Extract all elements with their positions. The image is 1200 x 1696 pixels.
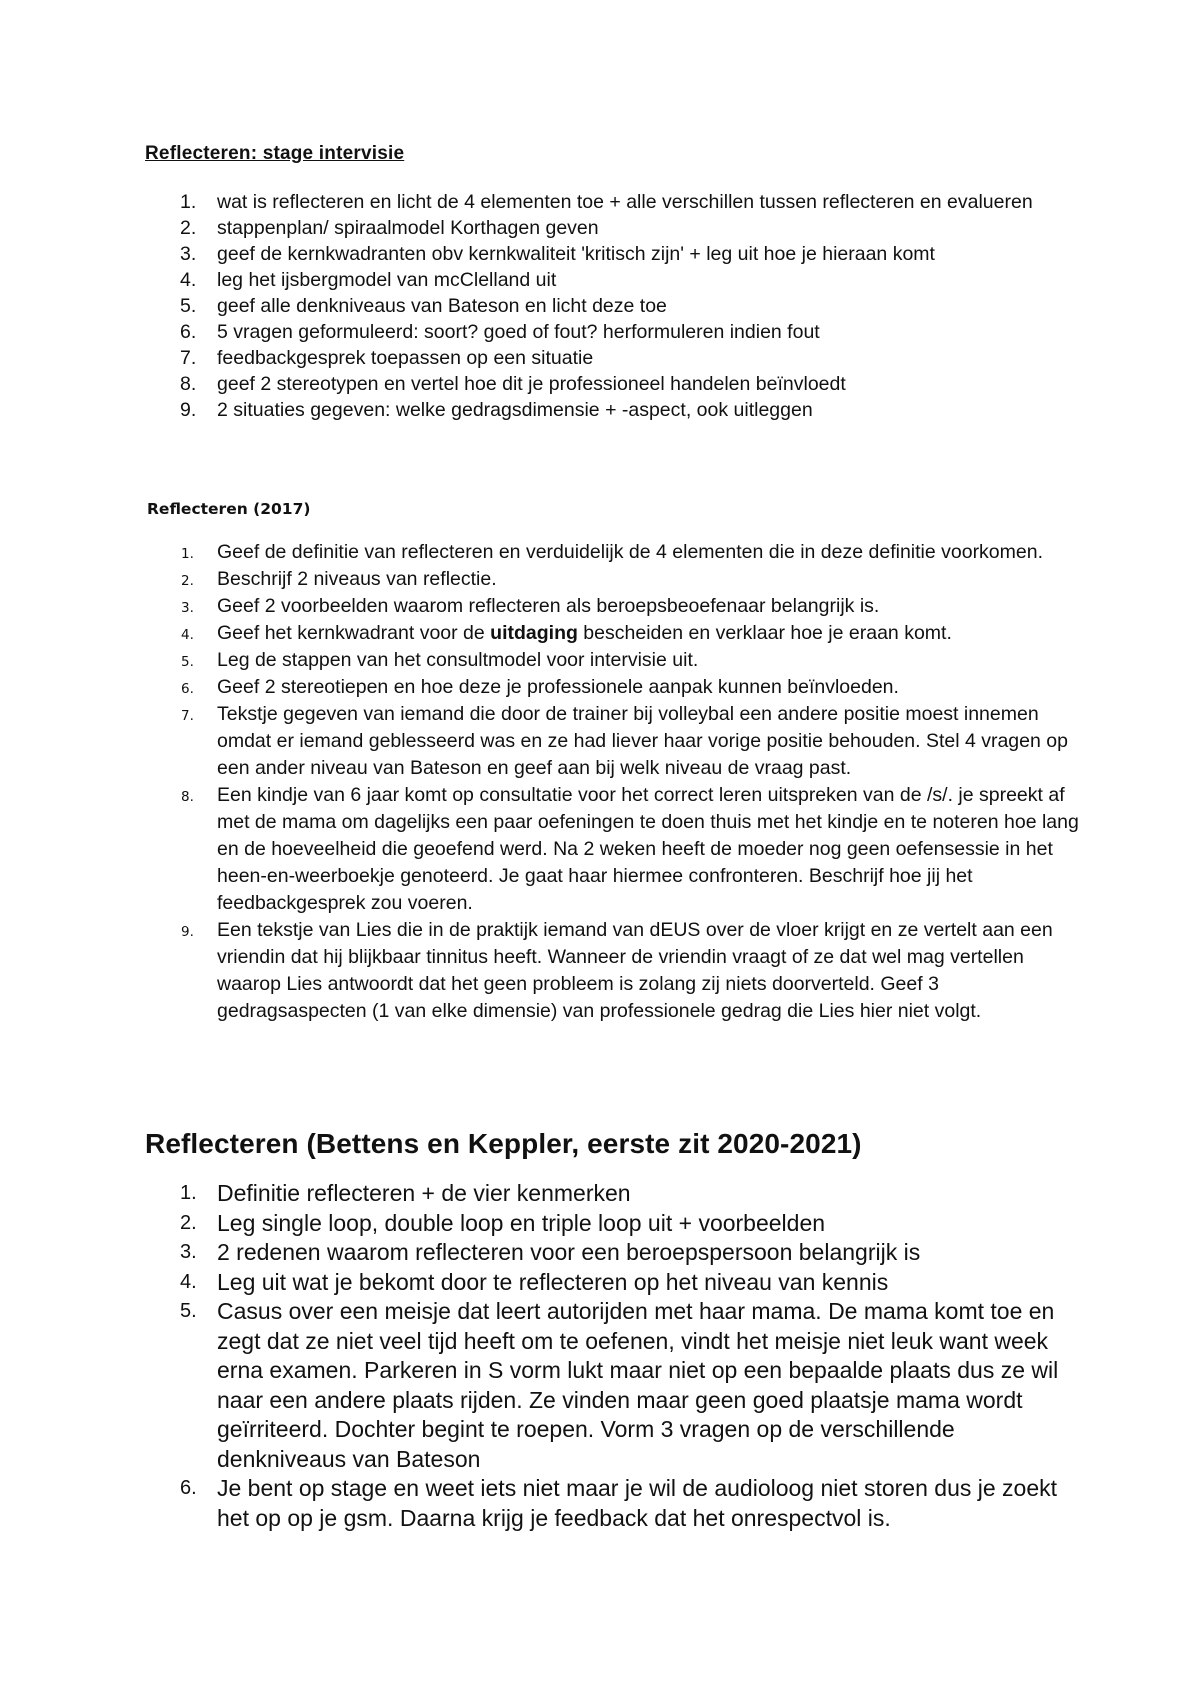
item-number: 5.: [180, 1300, 197, 1322]
item-number: 4.: [180, 1270, 197, 1293]
item-bold-text: uitdaging: [490, 622, 578, 644]
item-text: 2 redenen waarom reflecteren voor een beroepspersoon belangrijk is: [217, 1239, 921, 1265]
list-item: [145, 647, 1085, 674]
item-number: 7.: [181, 708, 194, 724]
item-text: Geef 2 voorbeelden waarom reflecteren als beroepsbeoefenaar belangrijk is.: [217, 595, 880, 617]
item-text-before: Geef het kernkwadrant voor de: [217, 622, 491, 644]
item-text: Beschrijf 2 niveaus van reflectie.: [217, 568, 497, 590]
item-text: wat is reflecteren en licht de 4 elementen toe + alle verschillen tussen reflecteren en evalueren: [217, 191, 1033, 213]
list-item: [145, 539, 1085, 566]
item-text: leg het ijsbergmodel van mcClelland uit: [217, 269, 557, 291]
list-item: [145, 1268, 1090, 1298]
item-text: Leg uit wat je bekomt door te reflecteren op het niveau van kennis: [217, 1268, 889, 1295]
list-item: [145, 345, 1085, 371]
item-text: Tekstje gegeven van iemand die door de trainer bij volleybal een andere positie moest innemen omdat er iemand geblesseerd was en ze had liever haar vorige positie behouden. Stel 4 vragen op een ander niveau van Bateson en geef aan bij welk niveau de vraag past.: [217, 703, 1068, 779]
item-text: Geef 2 stereotiepen en hoe deze je professionele aanpak kunnen beïnvloeden.: [217, 676, 899, 698]
list-item: [145, 1238, 1090, 1268]
item-number: 6.: [181, 681, 194, 697]
section1-list: [145, 189, 1085, 423]
list-item: [145, 1179, 1090, 1209]
item-number: 2.: [180, 217, 197, 239]
item-text: geef 2 stereotypen en vertel hoe dit je professioneel handelen beïnvloedt: [217, 373, 846, 395]
item-text: Leg single loop, double loop en triple loop uit + voorbeelden: [217, 1209, 826, 1236]
list-item: [145, 782, 1085, 917]
item-text: Leg de stappen van het consultmodel voor intervisie uit.: [217, 649, 699, 671]
list-item: [145, 701, 1085, 782]
list-item: [145, 397, 1085, 423]
list-item: [145, 215, 1085, 241]
list-item: [145, 267, 1085, 293]
list-item: [145, 1297, 1090, 1474]
section1-title: Reflecteren: stage intervisie: [145, 143, 405, 164]
list-item: [145, 1209, 1090, 1239]
item-number: 8.: [181, 789, 194, 805]
item-number: 9.: [180, 399, 197, 421]
section3-list: [145, 1179, 1090, 1533]
item-text: 5 vragen geformuleerd: soort? goed of fout? herformuleren indien fout: [217, 321, 820, 343]
item-text: Geef de definitie van reflecteren en verduidelijk de 4 elementen die in deze definitie voorkomen.: [217, 541, 1044, 563]
item-text: Je bent op stage en weet iets niet maar je wil de audioloog niet storen dus je zoekt het op op je gsm. Daarna krijg je feedback dat het onrespectvol is.: [217, 1475, 1058, 1531]
list-item: [145, 593, 1085, 620]
item-text: Casus over een meisje dat leert autorijden met haar mama. De mama komt toe en zegt dat ze niet veel tijd heeft om te oefenen, vindt het meisje niet leuk want week erna examen. Parkeren in S vorm lukt maar niet op een bepaalde plaats dus ze wil naar een andere plaats rijden. Ze vinden maar geen goed plaatsje mama wordt geïrriteerd. Dochter begint te roepen. Vorm 3 vragen op de verschillende denkniveaus van Bateson: [217, 1298, 1059, 1472]
item-text: geef de kernkwadranten obv kernkwaliteit 'kritisch zijn' + leg uit hoe je hieraan komt: [217, 243, 935, 265]
item-number: 6.: [180, 1477, 197, 1499]
item-number: 4.: [181, 627, 194, 643]
item-text: Definitie reflecteren + de vier kenmerken: [217, 1180, 631, 1206]
list-item: [145, 241, 1085, 267]
item-number: 7.: [180, 347, 197, 369]
item-text: stappenplan/ spiraalmodel Korthagen geven: [217, 217, 599, 239]
list-item: [145, 566, 1085, 593]
list-item: [145, 319, 1085, 345]
list-item: [145, 674, 1085, 701]
item-text: feedbackgesprek toepassen op een situatie: [217, 347, 594, 369]
item-text: Een tekstje van Lies die in de praktijk iemand van dEUS over de vloer krijgt en ze vertelt aan een vriendin dat hij blijkbaar tinnitus heeft. Wanneer de vriendin vraagt of ze dat wel mag vertellen waarop Lies antwoordt dat het geen probleem is zolang zij niets doorverteld. Geef 3 gedragsaspecten (1 van elke dimensie) van professionele gedrag die Lies hier niet volgt.: [217, 919, 1053, 1022]
item-number: 3.: [180, 243, 197, 265]
item-text: geef alle denkniveaus van Bateson en licht deze toe: [217, 295, 667, 317]
section2-title: Reflecteren (2017): [147, 500, 311, 518]
list-item: [145, 917, 1085, 1025]
item-number: 3.: [180, 1241, 197, 1263]
item-number: 2.: [181, 573, 194, 589]
list-item: [145, 189, 1085, 215]
item-number: 5.: [180, 295, 197, 317]
item-number: 4.: [180, 269, 197, 291]
item-number: 1.: [181, 546, 194, 562]
item-number: 5.: [181, 654, 194, 670]
section2-list: [145, 539, 1085, 1025]
list-item: [145, 293, 1085, 319]
item-number: 1.: [180, 1182, 197, 1204]
item-number: 1.: [180, 191, 197, 213]
item-number: 6.: [180, 321, 197, 343]
item-text: Een kindje van 6 jaar komt op consultatie voor het correct leren uitspreken van de /s/. je spreekt af met de mama om dagelijks een paar oefeningen te doen thuis met het kindje en te noteren hoe lang en de hoeveelheid die geoefend werd. Na 2 weken heeft de moeder nog geen oefensessie in het heen-en-weerboekje genoteerd. Je gaat haar hiermee confronteren. Beschrijf hoe jij het feedbackgesprek zou voeren.: [217, 784, 1079, 914]
item-text-after: bescheiden en verklaar hoe je eraan komt.: [577, 622, 952, 644]
item-number: 9.: [181, 924, 194, 940]
list-item: [145, 1474, 1090, 1533]
item-number: 2.: [180, 1211, 197, 1234]
item-text: 2 situaties gegeven: welke gedragsdimensie + -aspect, ook uitleggen: [217, 399, 813, 421]
list-item: [145, 620, 1085, 647]
item-number: 3.: [181, 600, 194, 616]
list-item: [145, 371, 1085, 397]
item-number: 8.: [180, 373, 197, 395]
section3-title: Reflecteren (Bettens en Keppler, eerste zit 2020-2021): [145, 1128, 862, 1159]
